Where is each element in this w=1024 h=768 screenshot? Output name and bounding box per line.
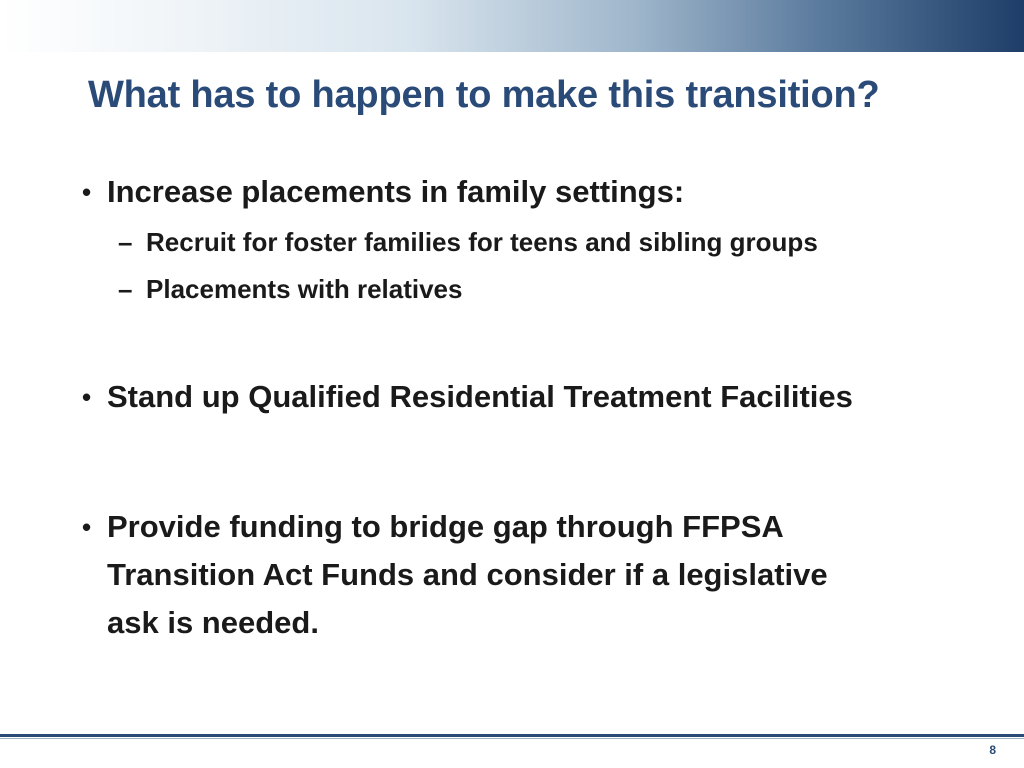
sub-bullet-item [118, 272, 462, 306]
top-gradient-banner [0, 0, 1024, 52]
bullet-item [82, 503, 882, 647]
sub-bullet-marker: – [118, 274, 133, 304]
sub-bullet-text: Recruit for foster families for teens and sibling groups [146, 227, 818, 257]
sub-bullet-text: Placements with relatives [146, 274, 463, 304]
bullet-text: Stand up Qualified Residential Treatment Facilities [107, 379, 853, 414]
footer-divider [0, 734, 1024, 737]
slide-title: What has to happen to make this transition? [88, 74, 880, 116]
footer-divider-thin [0, 738, 1024, 739]
bullet-marker: • [82, 512, 92, 542]
bullet-item [82, 168, 962, 216]
bullet-marker: • [82, 177, 92, 207]
sub-bullet-marker: – [118, 227, 133, 257]
sub-bullet-item [118, 225, 818, 259]
bullet-marker: • [82, 382, 92, 412]
bullet-text: Increase placements in family settings: [107, 174, 685, 209]
bullet-item [82, 373, 962, 421]
bullet-text: Provide funding to bridge gap through FFPSA Transition Act Funds and consider if a legislative ask is needed. [107, 509, 828, 640]
page-number: 8 [989, 743, 996, 757]
